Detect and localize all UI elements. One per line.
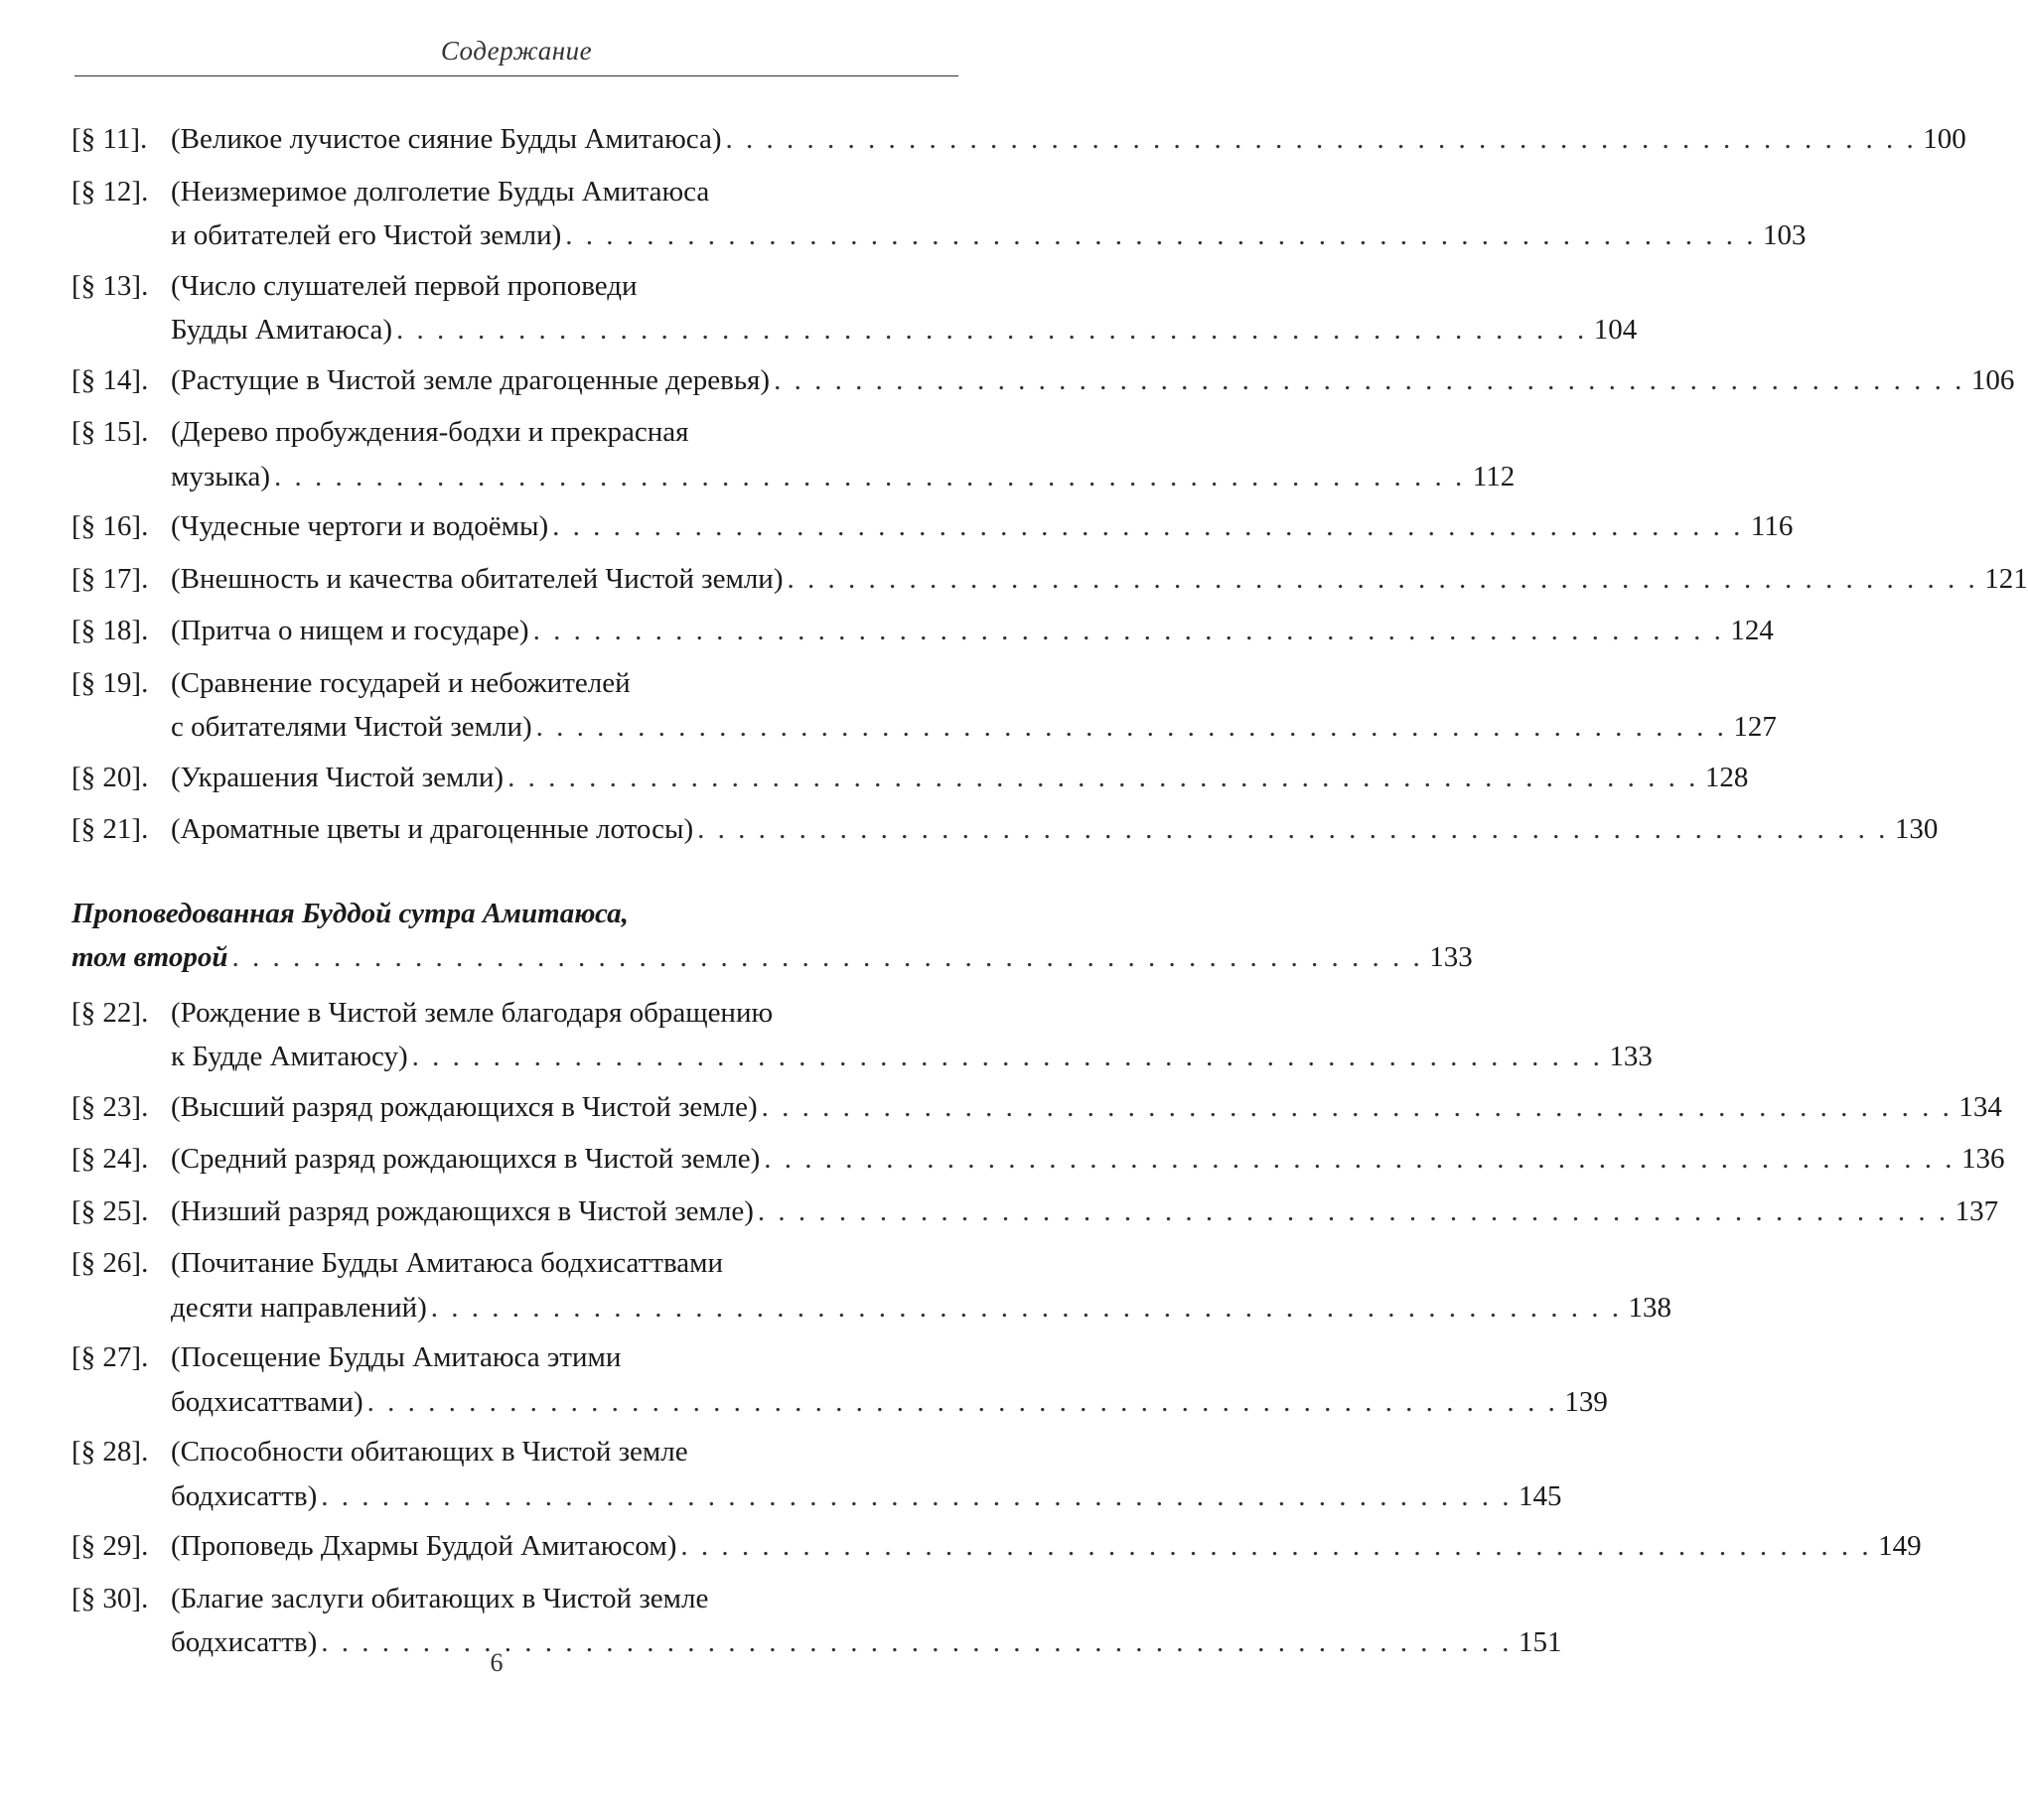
toc-entry-number: [§ 28].: [72, 1436, 149, 1468]
toc-entry-number: [§ 29].: [72, 1530, 149, 1562]
toc-entry-line: [72, 1190, 1999, 1234]
toc-entry-title: (Число слушателей первой проповеди: [171, 269, 638, 302]
dot-leader: [392, 308, 1591, 352]
toc-entry[interactable]: [72, 1190, 1999, 1234]
toc-entry-title: и обитателей его Чистой земли): [171, 219, 562, 251]
toc-entry-title: к Будде Амитаюсу): [171, 1041, 408, 1072]
toc-page-number: 133: [1429, 940, 1473, 973]
toc-entry-line: [72, 1035, 1653, 1079]
dot-leader: [754, 1190, 1953, 1234]
section-heading-title: Проповедованная Буддой сутра Амитаюса,: [72, 897, 629, 929]
toc-entry-line: [72, 807, 1939, 852]
toc-entry-line: [72, 1524, 1922, 1569]
toc-entry[interactable]: [72, 170, 1807, 258]
toc-entry-title: (Чудесные чертоги и водоёмы): [171, 510, 549, 542]
toc-entry-number: [§ 24].: [72, 1143, 149, 1175]
toc-entry-line: [72, 455, 1516, 499]
toc-entry-title: бодхисаттв): [171, 1626, 318, 1658]
toc-entry-line: [72, 308, 1638, 352]
toc-page-number: 151: [1519, 1626, 1562, 1658]
toc-entry-line: [72, 1085, 2002, 1130]
toc-entry[interactable]: [72, 1335, 1608, 1424]
toc-entry-line: [72, 170, 958, 214]
toc-entry-line: [72, 1137, 2005, 1182]
toc-entry-title: Будды Амитаюса): [171, 314, 392, 346]
toc-entry-line: [72, 1241, 958, 1286]
toc-entry[interactable]: [72, 1241, 1672, 1330]
toc-entry[interactable]: [72, 117, 1966, 162]
toc-entry[interactable]: [72, 756, 1749, 800]
toc-page-number: 133: [1609, 1041, 1653, 1072]
dot-leader: [758, 1085, 1956, 1130]
toc-group-volume-one: [72, 117, 2028, 852]
toc-entry-title: (Ароматные цветы и драгоценные лотосы): [171, 813, 694, 845]
toc-entry-number: [§ 11].: [72, 123, 148, 155]
toc-entry[interactable]: [72, 504, 1794, 549]
toc-page-number: 127: [1733, 711, 1777, 743]
toc-page-number: 106: [1970, 363, 2015, 396]
toc-entry-line: [72, 609, 1774, 653]
toc-entry-number: [§ 22].: [72, 996, 149, 1029]
toc-page-number: 137: [1955, 1194, 1999, 1227]
toc-entry-title: (Украшения Чистой земли): [171, 761, 505, 793]
section-heading-subtitle: том второй: [72, 940, 228, 973]
toc-entry-title: (Посещение Будды Амитаюса этими: [171, 1341, 622, 1373]
toc-entry-title: (Рождение в Чистой земле благодаря обращению: [171, 996, 774, 1029]
dot-leader: [504, 756, 1702, 800]
toc-entry-line: [72, 1380, 1608, 1425]
dot-leader: [676, 1524, 1875, 1569]
toc-entry-title: (Средний разряд рождающихся в Чистой земле): [171, 1143, 761, 1175]
dot-leader: [363, 1380, 1562, 1425]
toc-entry-number: [§ 17].: [72, 562, 149, 595]
dot-leader: [532, 705, 1731, 750]
toc-entry-number: [§ 16].: [72, 510, 149, 542]
toc-page-number: 103: [1763, 219, 1807, 251]
toc-entry-number: [§ 12].: [72, 175, 149, 208]
toc-entry-title: с обитателями Чистой земли): [171, 711, 532, 743]
toc-entry-number: [§ 26].: [72, 1247, 149, 1279]
toc-page-number: 112: [1472, 460, 1516, 492]
toc-section-heading: [72, 892, 1473, 979]
toc-entry[interactable]: [72, 358, 2015, 403]
toc-entry-line: [72, 1335, 958, 1380]
toc-entry-number: [§ 19].: [72, 666, 149, 699]
section-heading-line-1: [72, 892, 958, 935]
toc-entry-title: (Неизмеримое долголетие Будды Амитаюса: [171, 175, 710, 208]
toc-entry-title: бодхисаттв): [171, 1479, 318, 1512]
toc-entry-title: (Растущие в Чистой земле драгоценные деревья): [171, 363, 771, 396]
toc-entry-title: (Дерево пробуждения-бодхи и прекрасная: [171, 416, 689, 448]
toc-page-number: 100: [1923, 123, 1966, 155]
dot-leader: [561, 213, 1760, 258]
toc-page-number: 121: [1984, 562, 2028, 595]
toc-entry-line: [72, 213, 1807, 258]
dot-leader: [760, 1137, 1958, 1182]
dot-leader: [529, 609, 1728, 653]
toc-entry-number: [§ 13].: [72, 269, 149, 302]
toc-entry-line: [72, 661, 958, 706]
toc-entry-line: [72, 264, 958, 309]
toc-entry-title: (Великое лучистое сияние Будды Амитаюса): [171, 123, 722, 155]
toc-entry-number: [§ 30].: [72, 1582, 149, 1614]
toc-entry-line: [72, 756, 1749, 800]
toc-entry[interactable]: [72, 661, 1777, 750]
dot-leader: [770, 358, 1968, 403]
toc-entry[interactable]: [72, 1430, 1562, 1518]
toc-entry-line: [72, 991, 958, 1036]
toc-entry-number: [§ 23].: [72, 1090, 149, 1123]
toc-entry-title: (Благие заслуги обитающих в Чистой земле: [171, 1582, 709, 1614]
dot-leader: [427, 1286, 1626, 1330]
toc-entry[interactable]: [72, 557, 2028, 602]
running-header: Содержание: [74, 28, 958, 76]
toc-page-number: 149: [1878, 1530, 1922, 1562]
toc-page-number: 138: [1628, 1291, 1672, 1324]
toc-entry-line: [72, 557, 2028, 602]
toc-entry-title: (Проповедь Дхармы Буддой Амитаюсом): [171, 1530, 677, 1562]
toc-entry[interactable]: [72, 264, 1638, 352]
toc-entry-line: [72, 1430, 958, 1474]
toc-entry-title: (Внешность и качества обитателей Чистой земли): [171, 562, 784, 595]
toc-entry-title: (Почитание Будды Амитаюса бодхисаттвами: [171, 1247, 724, 1279]
toc-entry-title: (Способности обитающих в Чистой земле: [171, 1436, 688, 1468]
toc-page-number: 145: [1519, 1479, 1562, 1512]
toc-entry-line: [72, 117, 1966, 162]
toc-entry-line: [72, 358, 2015, 403]
toc-entry-title: бодхисаттвами): [171, 1385, 363, 1418]
toc-entry-line: [72, 1286, 1672, 1330]
toc-entry[interactable]: [72, 991, 1653, 1079]
dot-leader: [722, 117, 1921, 162]
toc-entry-number: [§ 14].: [72, 363, 149, 396]
dot-leader: [270, 455, 1469, 499]
toc-page-number: 130: [1894, 813, 1939, 845]
dot-leader: [408, 1035, 1607, 1079]
toc-page-number: 128: [1704, 761, 1749, 793]
toc-entry-line: [72, 410, 958, 455]
toc-entry[interactable]: [72, 1085, 2002, 1130]
toc-group-volume-two: [72, 991, 2005, 1665]
toc-entry-title: (Низший разряд рождающихся в Чистой земле): [171, 1194, 754, 1227]
section-heading-line-2: [72, 935, 1473, 979]
dot-leader: [317, 1474, 1516, 1519]
toc-entry-number: [§ 27].: [72, 1341, 149, 1373]
dot-leader: [693, 807, 1892, 852]
toc-page-number: 134: [1958, 1090, 2002, 1123]
toc-entry[interactable]: [72, 1137, 2005, 1182]
toc-page-number: 139: [1564, 1385, 1608, 1418]
dot-leader: [548, 504, 1747, 549]
page-number: 6: [490, 1648, 504, 1677]
toc-entry-title: (Сравнение государей и небожителей: [171, 666, 631, 699]
toc-entry-number: [§ 18].: [72, 615, 149, 646]
toc-entry[interactable]: [72, 410, 1516, 498]
toc-page-number: 116: [1750, 510, 1794, 542]
toc-entry-line: [72, 1474, 1562, 1519]
table-of-contents: [72, 117, 2028, 1671]
toc-entry[interactable]: [72, 807, 1939, 852]
toc-entry-number: [§ 20].: [72, 761, 149, 793]
toc-entry-title: музыка): [171, 460, 270, 492]
toc-entry-title: (Высший разряд рождающихся в Чистой земле): [171, 1090, 758, 1123]
toc-entry-line: [72, 705, 1777, 750]
toc-entry-line: [72, 504, 1794, 549]
toc-page-number: 136: [1960, 1143, 2005, 1175]
toc-page-number: 104: [1593, 314, 1638, 346]
toc-page-number: 124: [1730, 615, 1774, 646]
toc-entry-number: [§ 15].: [72, 416, 149, 448]
toc-entry[interactable]: [72, 1524, 1922, 1569]
toc-entry-title: (Притча о нищем и государе): [171, 615, 529, 646]
dot-leader: [783, 557, 1981, 602]
toc-entry-number: [§ 25].: [72, 1194, 149, 1227]
dot-leader: [227, 935, 1426, 979]
toc-entry-title: десяти направлений): [171, 1291, 427, 1324]
toc-entry[interactable]: [72, 609, 1774, 653]
toc-entry-line: [72, 1577, 958, 1621]
toc-entry-number: [§ 21].: [72, 813, 149, 845]
